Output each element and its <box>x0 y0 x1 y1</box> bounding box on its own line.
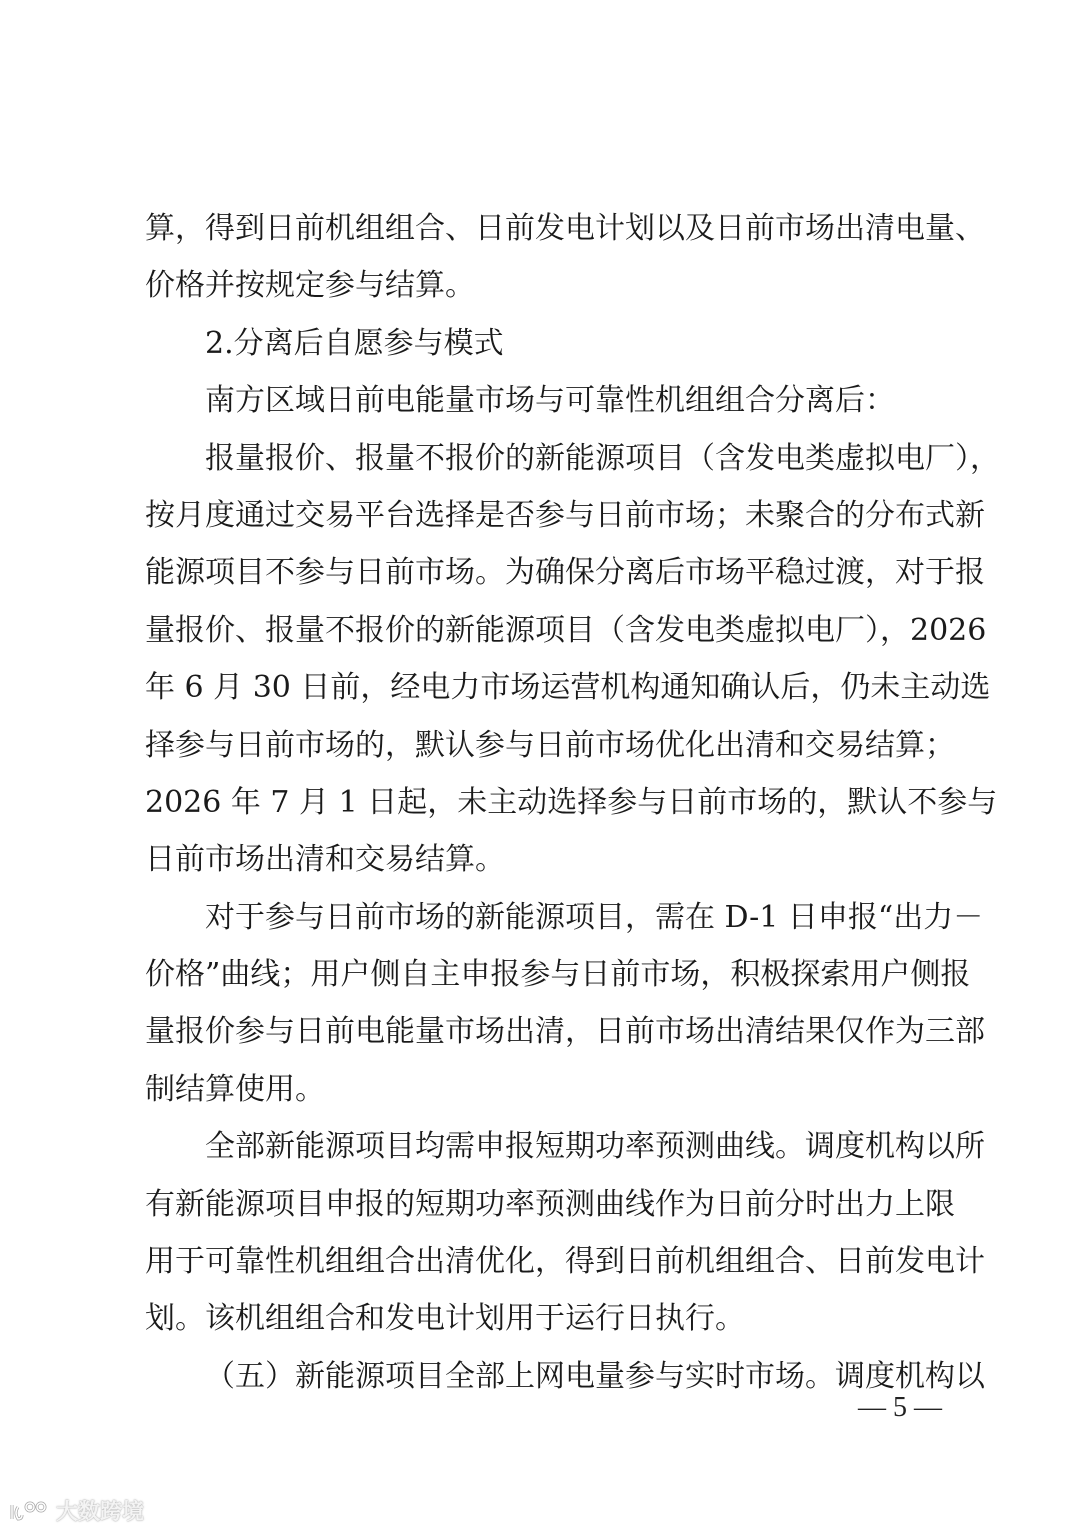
text-line: 价格”曲线；用户侧自主申报参与日前市场，积极探索用户侧报 <box>145 957 971 993</box>
text-line: 择参与日前市场的，默认参与日前市场优化出清和交易结算； <box>145 727 955 763</box>
text-line: 有新能源项目申报的短期功率预测曲线作为日前分时出力上限 <box>145 1186 955 1222</box>
text-line: 按月度通过交易平台选择是否参与日前市场；未聚合的分布式新 <box>145 497 985 533</box>
watermark <box>8 1495 144 1526</box>
text-line: 用于可靠性机组组合出清优化，得到日前机组组合、日前发电计 <box>145 1244 985 1280</box>
text-line: 日前市场出清和交易结算。 <box>145 842 505 878</box>
text-line: 2026 年 7 月 1 日起，未主动选择参与日前市场的，默认不参与 <box>145 784 998 820</box>
text-line: 对于参与日前市场的新能源项目，需在 D-1 日申报“出力－ <box>205 899 984 935</box>
text-line: 算，得到日前机组组合、日前发电计划以及日前市场出清电量、 <box>145 211 985 246</box>
text-line: 报量报价、报量不报价的新能源项目（含发电类虚拟电厂）， <box>205 440 1000 476</box>
document-body <box>145 200 1000 1405</box>
text-line: 制结算使用。 <box>145 1071 325 1107</box>
text-line: 年 6 月 30 日前，经电力市场运营机构通知确认后，仍未主动选 <box>145 670 991 706</box>
section-heading: 2.分离后自愿参与模式 <box>205 325 504 361</box>
text-line: 南方区域日前电能量市场与可靠性机组组合分离后： <box>205 383 895 419</box>
page-number: — 5 — <box>858 1392 942 1423</box>
watermark-logo-icon <box>8 1499 50 1523</box>
text-line: 价格并按规定参与结算。 <box>145 268 475 304</box>
section-heading: （五）新能源项目全部上网电量参与实时市场。调度机构以 <box>205 1358 985 1394</box>
watermark-text: 大数跨境 <box>56 1500 145 1525</box>
text-line: 量报价、报量不报价的新能源项目（含发电类虚拟电厂），2026 <box>145 612 987 648</box>
text-line: 划。该机组组合和发电计划用于运行日执行。 <box>145 1301 745 1337</box>
text-line: 量报价参与日前电能量市场出清，日前市场出清结果仅作为三部 <box>145 1014 985 1050</box>
text-line: 全部新能源项目均需申报短期功率预测曲线。调度机构以所 <box>205 1129 985 1165</box>
text-line: 能源项目不参与日前市场。为确保分离后市场平稳过渡，对于报 <box>145 555 985 591</box>
